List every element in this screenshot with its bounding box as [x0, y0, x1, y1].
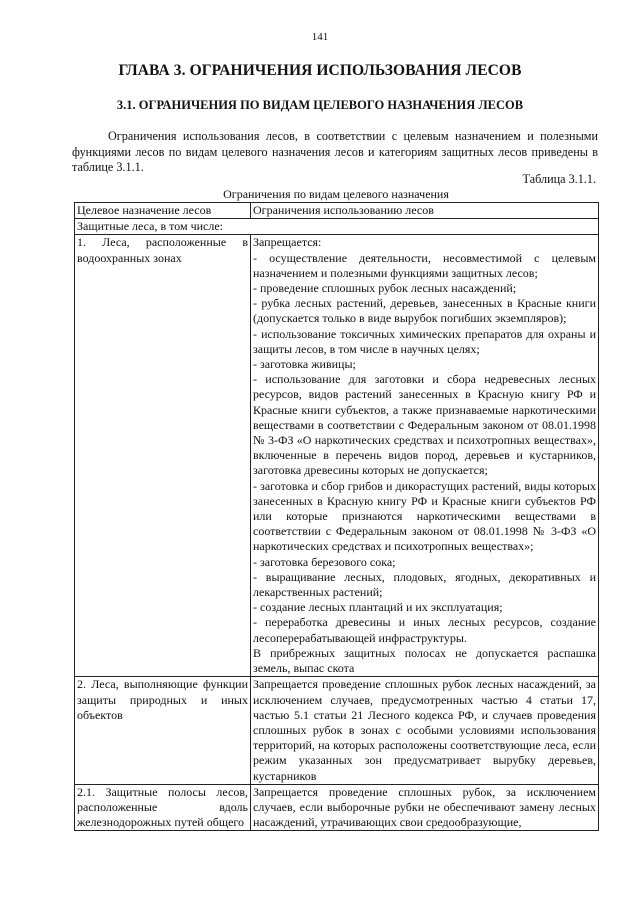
table-row	[75, 784, 599, 831]
header-purpose: Целевое назначение лесов	[75, 203, 251, 219]
restriction-item: - заготовка и сбор грибов и дикорастущих растений, виды которых занесенных в Красную книгу РФ и Красные книги субъектов РФ или которые признаются наркотическими веществами в соответствии с Федеральным законом от 08.01.1998 № 3-ФЗ «О наркотических средствах и психотропных веществах»;	[253, 478, 596, 554]
restriction-item: Запрещается проведение сплошных рубок лесных насаждений, за исключением случаев, предусмотренных частью 4 статьи 17, частью 5.1 статьи 21 Лесного кодекса РФ, и случаев проведения сплошных рубок в зонах с особыми условиями использования территорий, на которых расположены соответствующие леса, если режим указанных зон предусматривает вырубку деревьев, кустарников	[253, 677, 596, 783]
restriction-item: - выращивание лесных, плодовых, ягодных, декоративных и лекарственных растений;	[253, 569, 596, 600]
row-category: 1. Леса, расположенные в водоохранных зонах	[75, 235, 251, 677]
header-restrictions: Ограничения использованию лесов	[251, 203, 599, 219]
restriction-item: - использование для заготовки и сбора недревесных лесных ресурсов, видов растений занесенных в Красную книгу РФ и Красные книги субъектов, а также признаваемые наркотическими веществами в соответствии с Федеральным законом от 08.01.1998 № 3-ФЗ «О наркотических средствах и психотропных веществах», включенные в перечень видов пород, деревьев и кустарников, заготовка древесины которых не допускается;	[253, 372, 596, 478]
restriction-item: - использование токсичных химических препаратов для охраны и защиты лесов, в том числе в научных целях;	[253, 326, 596, 356]
section-title: 3.1. ОГРАНИЧЕНИЯ ПО ВИДАМ ЦЕЛЕВОГО НАЗНАЧЕНИЯ ЛЕСОВ	[116, 98, 524, 112]
restriction-item: - рубка лесных растений, деревьев, занесенных в Красные книги (допускается только в виде вырубок погибших экземпляров);	[253, 296, 596, 326]
intro-text: Ограничения использования лесов, в соответствии с целевым назначением и полезными функциями лесов по видам целевого назначения лесов и категориям защитных лесов приведены в таблице 3.1.1.	[72, 129, 598, 175]
chapter-title: ГЛАВА 3. ОГРАНИЧЕНИЯ ИСПОЛЬЗОВАНИЯ ЛЕСОВ	[118, 62, 522, 79]
restriction-item: - осуществление деятельности, несовместимой с целевым назначением и полезными функциями защитных лесов;	[253, 250, 596, 280]
table-subheader-row	[75, 219, 599, 235]
restriction-item: - заготовка живицы;	[253, 357, 356, 372]
restriction-item: - проведение сплошных рубок лесных насаждений;	[253, 281, 517, 296]
restrictions-table	[74, 202, 599, 831]
restriction-item: Запрещается:	[253, 235, 322, 250]
restriction-item: Запрещается проведение сплошных рубок, за исключением случаев, если выборочные рубки не обеспечивают замену лесных насаждений, утрачивающих свои средообразующие,	[253, 784, 596, 830]
table-row	[75, 677, 599, 784]
table-header-row	[75, 203, 599, 219]
table-label: Таблица 3.1.1.	[522, 172, 596, 186]
row-restrictions	[251, 235, 599, 677]
row-category: 2.1. Защитные полосы лесов, расположенные вдоль железнодорожных путей общего	[75, 784, 251, 831]
row-restrictions	[251, 784, 599, 831]
row-category: 2. Леса, выполняющие функции защиты природных и иных объектов	[75, 677, 251, 784]
restriction-item: - создание лесных плантаций и их эксплуатация;	[253, 600, 503, 615]
row-restrictions	[251, 677, 599, 784]
page-number: 141	[311, 31, 329, 43]
subheader-protective-forests: Защитные леса, в том числе:	[75, 219, 599, 235]
restriction-item: - заготовка березового сока;	[253, 554, 396, 569]
restriction-item: - переработка древесины и иных лесных ресурсов, создание лесоперерабатывающей инфраструктуры.	[253, 615, 596, 645]
table-row	[75, 235, 599, 677]
table-caption: Ограничения по видам целевого назначения	[223, 187, 449, 201]
restriction-item: В прибрежных защитных полосах не допускается распашка земель, выпас скота	[253, 645, 596, 676]
intro-paragraph	[72, 129, 598, 176]
